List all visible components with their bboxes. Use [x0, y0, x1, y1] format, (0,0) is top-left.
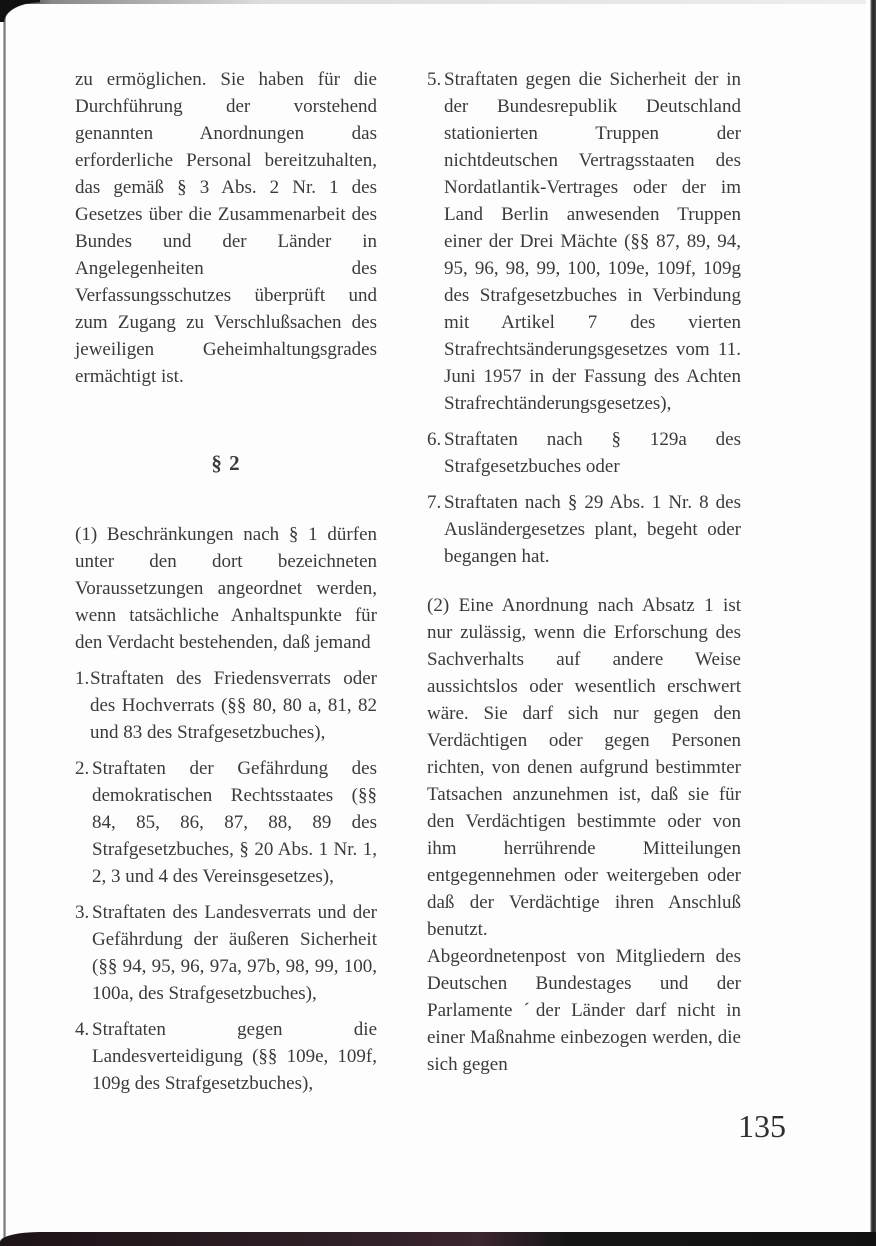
section-heading: § 2 [211, 451, 241, 475]
list-number: 3. [75, 902, 90, 923]
list-text: Straftaten des Friedensverrats oder des Hochverrats (§§ 80, 80 a, 81, 82 und 83 des Strafgesetzbuches), [90, 668, 377, 743]
scan-edge-top [0, 0, 876, 4]
list-text: Straftaten gegen die Landesverteidigung (§§ 109e, 109f, 109g des Strafgesetzbuches), [92, 1019, 377, 1094]
list-text: Straftaten nach § 29 Abs. 1 Nr. 8 des Ausländergesetzes plant, begeht oder begangen hat. [444, 492, 741, 567]
page-number: 135 [738, 1108, 786, 1144]
scan-edge-left [0, 0, 6, 1246]
list-number: 5. [427, 69, 442, 90]
list-text: Straftaten der Gefährdung des demokratischen Rechtsstaates (§§ 84, 85, 86, 87, 88, 89 des Strafgesetzbuches, § 20 Abs. 1 Nr. 1, 2, 3 und 4 des Vereinsgesetzes), [92, 758, 377, 887]
list-item-6 [427, 426, 741, 480]
scan-edge-bottom [0, 1232, 876, 1246]
list-item-7 [427, 489, 741, 570]
intro-paragraph: zu ermöglichen. Sie haben für die Durchführung der vorstehend genannten Anordnungen das erforderliche Personal bereitzuhalten, das gemäß § 3 Abs. 2 Nr. 1 des Gesetzes über die Zusammenarbeit des Bundes und der Länder in Angelegenheiten des Verfassungsschutzes überprüft und zum Zugang zu Verschlußsachen des jeweiligen Geheimhaltungsgrades ermächtigt ist. [75, 69, 377, 387]
left-column [75, 66, 377, 1097]
list-number: 2. [75, 758, 90, 779]
paragraph-1: (1) Beschränkungen nach § 1 dürfen unter den dort bezeichneten Voraussetzungen angeordnet werden, wenn tatsächliche Anhaltspunkte für den Verdacht bestehenden, daß jemand [75, 524, 377, 653]
paragraph-2: (2) Eine Anordnung nach Absatz 1 ist nur zulässig, wenn die Erforschung des Sachverhalts auf andere Weise aussichtslos oder wesentlich erschwert wäre. Sie darf sich nur gegen den Verdächtigen oder gegen Personen richten, von denen aufgrund bestimmter Tatsachen anzunehmen ist, daß sie für den Verdächtigen bestimmte oder von ihm herrührende Mitteilungen entgegennehmen oder weitergeben oder daß der Verdächtige ihren Anschluß benutzt. [427, 595, 741, 940]
list-item-2 [75, 755, 377, 890]
list-item-4 [75, 1016, 377, 1097]
list-item-3 [75, 899, 377, 1007]
list-number: 1. [75, 668, 90, 689]
right-column [427, 66, 741, 1078]
list-item-1 [75, 665, 377, 746]
list-text: Straftaten des Landesverrats und der Gefährdung der äußeren Sicherheit (§§ 94, 95, 96, 97a, 97b, 98, 99, 100, 100a, des Strafgesetzbuches), [92, 902, 377, 1004]
list-text: Straftaten gegen die Sicherheit der in der Bundesrepublik Deutschland stationierten Truppen der nichtdeutschen Vertragsstaaten des Nordatlantik-Vertrages oder der im Land Berlin anwesenden Truppen einer der Drei Mächte (§§ 87, 89, 94, 95, 96, 98, 99, 100, 109e, 109f, 109g des Strafgesetzbuches in Verbindung mit Artikel 7 des vierten Strafrechtsänderungsgesetzes vom 11. Juni 1957 in der Fassung des Achten Strafrechtänderungsgesetzes), [444, 69, 741, 414]
list-number: 7. [427, 492, 442, 513]
scan-corner-shadow [0, 0, 40, 22]
list-number: 6. [427, 429, 442, 450]
list-item-5 [427, 66, 741, 417]
list-number: 4. [75, 1019, 90, 1040]
paragraph-3: Abgeordnetenpost von Mitgliedern des Deutschen Bundestages und der Parlamente ˊder Länder darf nicht in einer Maßnahme einbezogen werden, die sich gegen [427, 946, 741, 1075]
scan-edge-right [866, 0, 876, 1246]
list-text: Straftaten nach § 129a des Strafgesetzbuches oder [444, 429, 741, 477]
